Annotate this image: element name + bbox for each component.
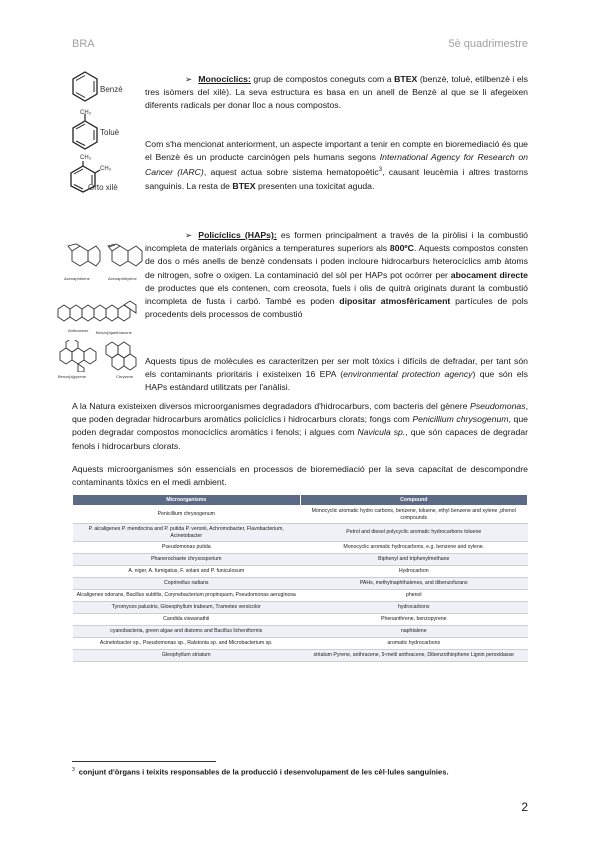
toxic-paragraph [145, 355, 528, 395]
pah5-label: Benzo[a]pyrene [58, 374, 87, 379]
micro-cell: Penicillium chrysogenum [73, 506, 301, 524]
footnote-divider [72, 761, 216, 762]
text-span: . Aquests compostos consten de dos o més anells de benzè condensats i poden incloure hidrocarburs heterocíclics amb àtoms de nitrogen, sofre o oxigen. La contaminació del sòl per HAPs pot ocórrer per [145, 243, 528, 280]
text-span: , que poden degradar compostos monocíclics aromàtics i fenols; i algues com [72, 414, 528, 438]
pah2-label: Acenaphthylene [108, 276, 137, 281]
compound-cell: aromatic hydrocarbons [300, 638, 528, 650]
footnote-mark: 3 [72, 767, 75, 773]
nature-paragraph [72, 400, 528, 453]
table-row [73, 650, 528, 662]
benzanthracene-structure [92, 296, 146, 328]
agency-name: International Agency for Research on Cancer (IARC) [145, 152, 528, 178]
text-span: grup de compostos coneguts com a [250, 74, 395, 84]
compound-cell: striatum Pyrene, anthracene, 9-metil anthracene, Dibenzothiophene Lignin peroxidasse [300, 650, 528, 662]
compound-cell: Monocyclic aromatic hydrocarbons, e.g. benzene and xylene. [300, 542, 528, 554]
pah6-label: Chrysene [116, 374, 134, 379]
monociclics-heading: Monocíclics: [198, 74, 251, 84]
micro-cell: Gleophyllum striatum [73, 650, 301, 662]
micro-cell: P. alcaligenes P. mendocina and P. putida P. veronii, Achromobacter, Flavobacterium, Acinetobacter [73, 524, 301, 542]
micro-cell: A. niger, A. fumigatus, F. solani and P. funiculosum [73, 566, 301, 578]
text-span: , que són capaces de degradar fenols i hidrocarburs clorats. [72, 427, 528, 451]
compound-cell: Monocyclic aromatic hydro carbons, benzene, toluene, ethyl benzene and xylene ,phenol compounds [300, 506, 528, 524]
text-span: (benzè, toluè, etilbenzè i els tres isòmers del xilè). La seva estructura es basa en un anell de Benzè al que se li afegeixen diferents radicals per donar lloc a nous compostos. [145, 74, 528, 111]
compound-cell: phenol [300, 590, 528, 602]
text-span: , causant leucèmia i altres trastorns sanguinis. La resta de [145, 167, 529, 191]
species-name: Navicula sp. [357, 427, 406, 438]
chrysene-structure [102, 340, 146, 372]
compound-cell: Petrol and diesel polycyclic aromatic hydrocarbons toluene [300, 524, 528, 542]
micro-cell: Acinetobacter sp., Pseudomonas sp., Ralstonia sp. and Microbacterium sp. [73, 638, 301, 650]
table-row [73, 566, 528, 578]
benzene-label: Benzè [100, 85, 123, 94]
text-span: A la Natura existeixen diversos microorganismes degradadors d'hidrocarburs, com bacteris del gènere [72, 401, 471, 411]
benzopyrene-structure [56, 340, 100, 372]
species-name: Penicillium chrysogenum [412, 414, 509, 425]
micro-cell: Coprinellus radians [73, 578, 301, 590]
text-span: , que poden degradar hidrocarburs aromàtics policíclics i hidrocarburs clorats; fongs com [72, 401, 528, 425]
table-row [73, 578, 528, 590]
compound-cell: naphtalene [300, 626, 528, 638]
btex-term: BTEX [232, 180, 256, 191]
table-row [73, 506, 528, 524]
policiclics-paragraph [145, 229, 528, 321]
temperature-term: 800ºC [389, 243, 414, 254]
toluene-label: Toluè [100, 128, 120, 137]
compound-cell: Phenanthrene, benzopyrene [300, 614, 528, 626]
bold-term: abocament directe [450, 269, 528, 280]
text-span: presenten una toxicitat aguda. [255, 180, 375, 191]
xylene-group2-label: CH₃ [100, 166, 112, 172]
arrow-bullet-2: ➢ [185, 230, 193, 240]
text-span: partícules de pols procedents dels processos de combustió [145, 296, 528, 320]
benzene-structure [70, 70, 100, 104]
text-span: Aquests tipus de molècules es caracteritzen per ser molt tòxics i difícils de defradar, per tant són els contaminants prioritaris i existeixen 16 EPA ( [145, 356, 528, 380]
micro-cell: Pseudomonas putida [73, 542, 301, 554]
header-right: 5è quadrimestre [448, 38, 528, 50]
pah1-label: Acenaphthene [64, 276, 90, 281]
header-left: BRA [72, 38, 95, 50]
toluene-structure [70, 114, 100, 152]
text-span: , aquest actua sobre sistema hematopoètic [203, 167, 379, 178]
page-number: 2 [521, 800, 528, 814]
compound-cell: PAHs, methylnaphthalenes, and dibenzofurans [300, 578, 528, 590]
micro-cell: Phanerochaete chrysosporium [73, 554, 301, 566]
compound-cell: Biphenyl and triphenylmethane [300, 554, 528, 566]
text-span: ) que són els HAPs estàndard utilitzats per l'anàlisi. [145, 369, 528, 393]
toluene-group-label: CH₃ [80, 110, 92, 116]
policiclics-heading: Policíclics (HAPs): [198, 230, 277, 240]
arrow-bullet-1: ➢ [185, 74, 193, 84]
xylene-group1-label: CH₃ [80, 155, 92, 161]
micro-cell: cyanobacteria, green algae and diatoms and Bacillus licheniformis [73, 626, 301, 638]
micro-cell: Alcaligenes odorans, Bacillus subtilis, Corynebacterium propinquum, Pseudomonas aeruginosa [73, 590, 301, 602]
compound-cell: hydrocarbons [300, 602, 528, 614]
table-row [73, 614, 528, 626]
micro-cell: Candida viswanathii [73, 614, 301, 626]
table-row [73, 554, 528, 566]
essential-paragraph: Aquests microorganismes són essencials en processos de bioremediació per la seva capacitat de descompondre contaminants tòxics en el medi ambient. [72, 464, 528, 488]
pah3-label: Anthracene [68, 328, 89, 333]
bold-term: dipositar atmosfèricament [339, 296, 451, 307]
benzene-paragraph [145, 138, 528, 193]
btex-term: BTEX [394, 74, 418, 84]
table-row [73, 602, 528, 614]
table-row [73, 524, 528, 542]
table-row [73, 626, 528, 638]
table-row [73, 638, 528, 650]
footnote-ref[interactable]: 3 [378, 167, 383, 174]
xylene-label: Orto xilè [88, 183, 118, 192]
species-name: Pseudomonas [470, 401, 526, 411]
acenaphthene-structure [62, 243, 102, 273]
footnote-text: conjunt d'òrgans i teixits responsables de la producció i desenvolupament de les cèl·lules sanguínies. [78, 767, 449, 777]
footnote [72, 767, 449, 777]
text-span: es formen principalment a través de la piròlisi i la combustió incompleta de materials orgànics a temperatures superiors als [145, 230, 528, 254]
table-header-compound: Compound [300, 495, 528, 506]
compound-cell: Hydrocarbon [300, 566, 528, 578]
epa-name: environmental protection agency [343, 369, 473, 380]
acenaphthylene-structure [104, 243, 144, 273]
monociclics-paragraph [145, 73, 528, 113]
text-span: de productes que els contenen, com creosota, fuels i olis de quitrà originats durant la combustió incompleta de fusta i carbó. També es poden [145, 282, 528, 307]
table-row [73, 590, 528, 602]
pah4-label: Benzo[a]anthracene [96, 330, 132, 335]
table-header-microorganisms: Microorganisms [73, 495, 301, 506]
micro-cell: Tyromyces palustris, Gloeophyllum trabeum, Trametes versicolor [73, 602, 301, 614]
text-span: Com s'ha mencionat anteriorment, un aspecte important a tenir en compte en bioremediació és que el Benzè és un producte carcinògen pels humans segons [145, 139, 528, 163]
table-row [73, 542, 528, 554]
microorganisms-table [72, 494, 528, 662]
